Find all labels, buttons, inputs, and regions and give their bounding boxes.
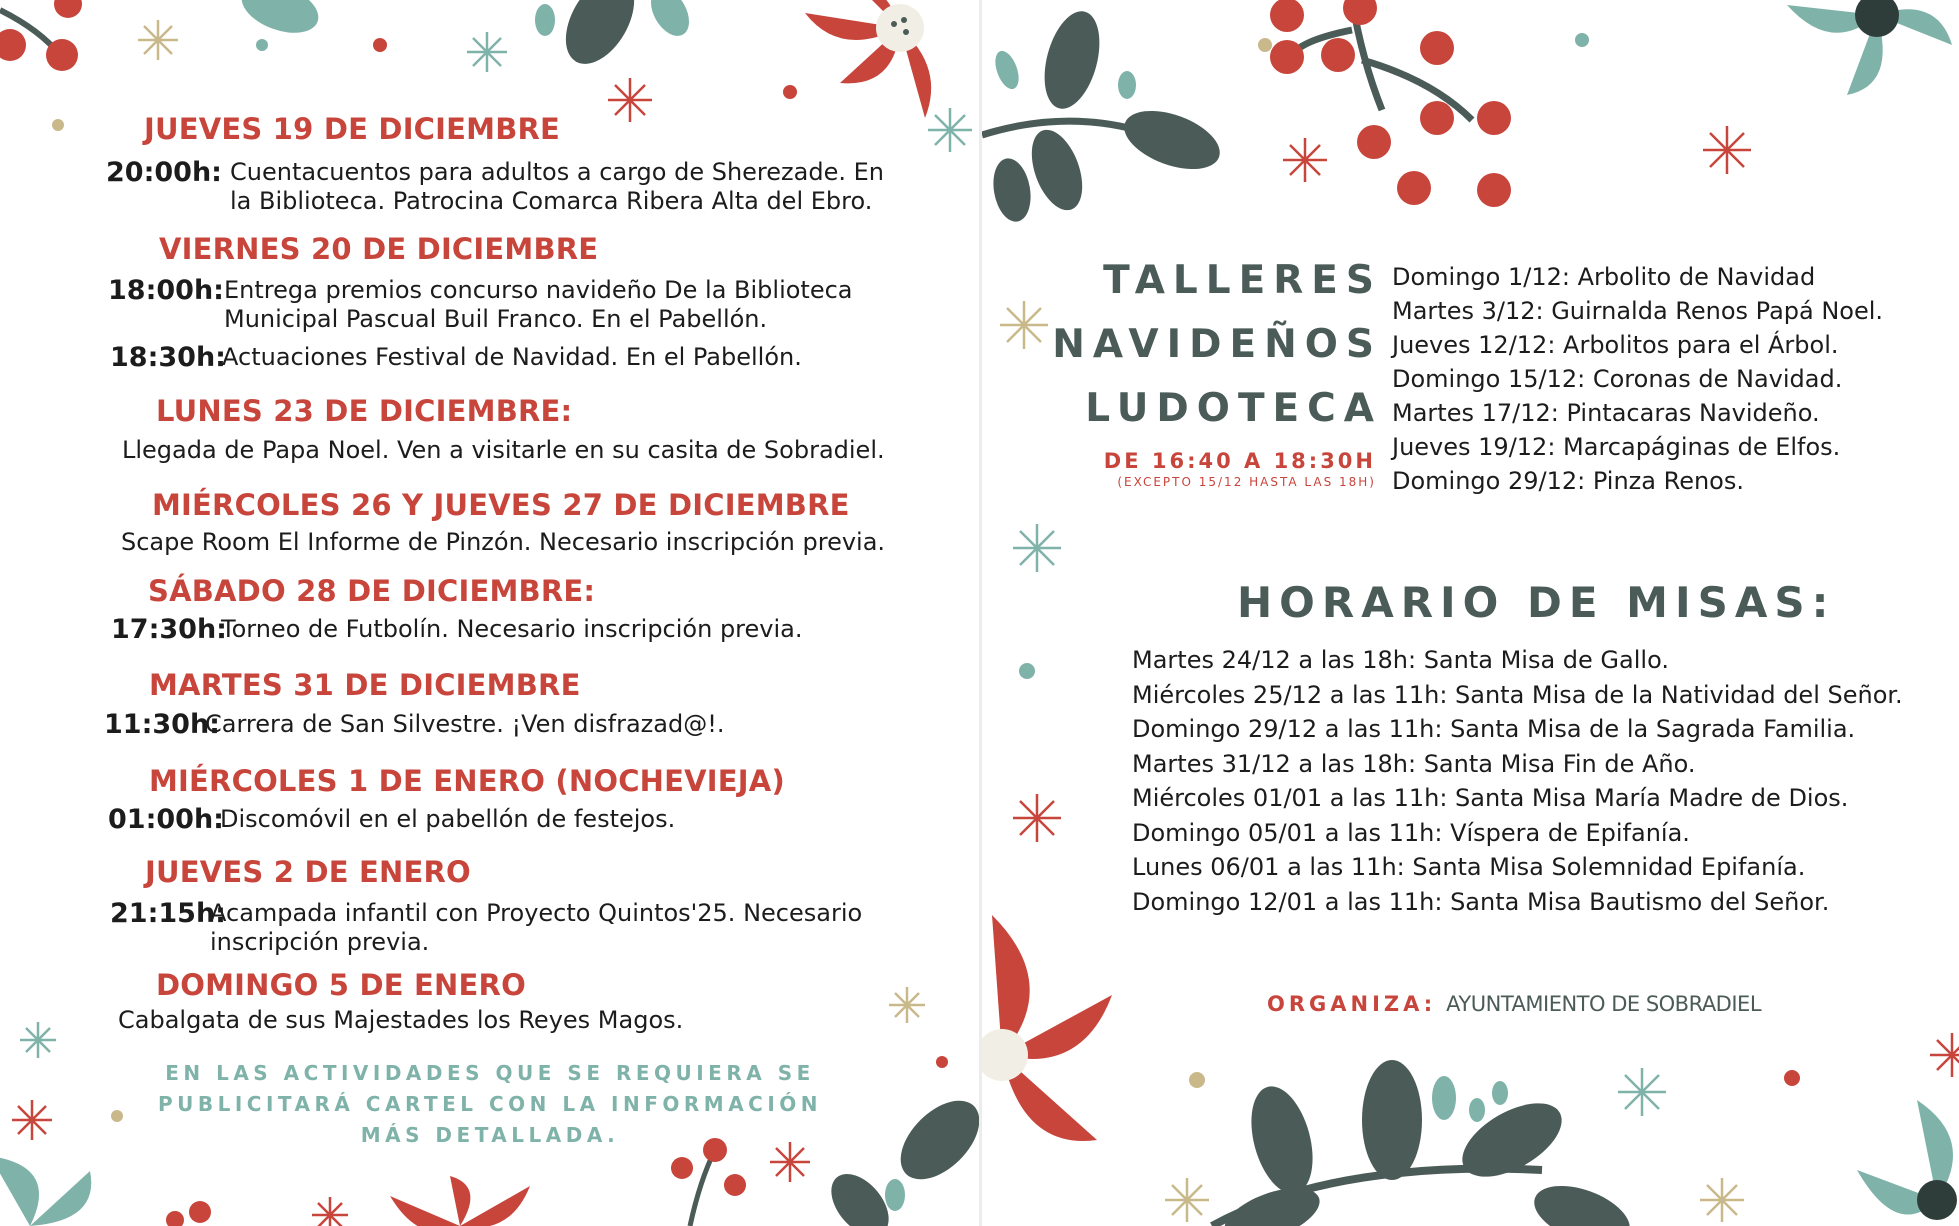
talleres-title-line: LUDOTECA xyxy=(1085,386,1382,431)
list-item: Domingo 15/12: Coronas de Navidad. xyxy=(1392,365,1843,393)
day-heading: MIÉRCOLES 26 Y JUEVES 27 DE DICIEMBRE xyxy=(152,488,850,522)
day-heading: LUNES 23 DE DICIEMBRE: xyxy=(156,394,573,428)
list-item: Domingo 12/01 a las 11h: Santa Misa Bautismo del Señor. xyxy=(1132,887,1830,916)
talleres-exception: (EXCEPTO 15/12 HASTA LAS 18H) xyxy=(1117,475,1376,489)
event-item xyxy=(108,276,968,334)
event-line: Entrega premios concurso navideño De la Biblioteca xyxy=(224,276,853,304)
list-item: Miércoles 01/01 a las 11h: Santa Misa María Madre de Dios. xyxy=(1132,784,1849,812)
event-description: Scape Room El Informe de Pinzón. Necesario inscripción previa. xyxy=(121,528,886,556)
flower-icon xyxy=(1857,1100,1957,1220)
event-description xyxy=(224,276,853,334)
event-description: Cabalgata de sus Majestades los Reyes Magos. xyxy=(118,1006,684,1034)
talleres-list xyxy=(1392,260,1883,498)
event-time: 21:15h: xyxy=(110,898,226,929)
organizer-name: AYUNTAMIENTO DE SOBRADIEL xyxy=(1446,992,1762,1016)
flower-icon xyxy=(1787,0,1952,95)
event-time: 18:00h: xyxy=(108,275,224,306)
day-heading: SÁBADO 28 DE DICIEMBRE: xyxy=(148,574,596,608)
event-time: 01:00h: xyxy=(108,804,224,835)
leaf-icon xyxy=(235,0,697,76)
talleres-title-line: NAVIDEÑOS xyxy=(1052,322,1382,367)
footnote-line: EN LAS ACTIVIDADES QUE SE REQUIERA SE xyxy=(165,1061,815,1085)
event-line: Municipal Pascual Buil Franco. En el Pabellón. xyxy=(224,305,768,333)
event-description: Torneo de Futbolín. Necesario inscripción previa. xyxy=(221,615,803,643)
event-description: Discomóvil en el pabellón de festejos. xyxy=(220,805,676,833)
list-item: Miércoles 25/12 a las 11h: Santa Misa de la Natividad del Señor. xyxy=(1132,680,1903,709)
event-item xyxy=(111,615,971,645)
list-item: Lunes 06/01 a las 11h: Santa Misa Solemnidad Epifanía. xyxy=(1132,853,1806,881)
footnote-line: MÁS DETALLADA. xyxy=(360,1123,620,1147)
day-heading: MIÉRCOLES 1 DE ENERO (NOCHEVIEJA) xyxy=(149,764,785,798)
event-item xyxy=(110,343,970,373)
event-description: Actuaciones Festival de Navidad. En el Pabellón. xyxy=(222,343,802,371)
list-item: Domingo 1/12: Arbolito de Navidad xyxy=(1392,263,1816,291)
event-description: Llegada de Papa Noel. Ven a visitarle en su casita de Sobradiel. xyxy=(122,436,885,464)
list-item: Jueves 12/12: Arbolitos para el Árbol. xyxy=(1392,331,1839,359)
event-time: 11:30h: xyxy=(104,709,220,740)
event-time: 18:30h: xyxy=(110,342,226,373)
organizer-credit xyxy=(1267,992,1761,1016)
list-item: Martes 31/12 a las 18h: Santa Misa Fin de Año. xyxy=(1132,749,1696,778)
talleres-block xyxy=(982,0,1382,500)
day-heading: JUEVES 2 DE ENERO xyxy=(145,855,471,889)
poinsettia-icon xyxy=(805,0,931,118)
poinsettia-icon xyxy=(982,915,1112,1141)
footnote-line: PUBLICITARÁ CARTEL CON LA INFORMACIÓN xyxy=(157,1092,823,1116)
event-item xyxy=(110,899,970,957)
flower-icon xyxy=(0,1156,91,1226)
list-item: Domingo 05/01 a las 11h: Víspera de Epifanía. xyxy=(1132,818,1690,847)
right-panel-info xyxy=(982,0,1959,1226)
list-item: Domingo 29/12: Pinza Renos. xyxy=(1392,467,1744,495)
event-time: 20:00h: xyxy=(106,157,222,188)
list-item: Martes 3/12: Guirnalda Renos Papá Noel. xyxy=(1392,297,1884,325)
berries-icon xyxy=(0,0,82,71)
event-line: Cuentacuentos para adultos a cargo de Sherezade. En xyxy=(230,158,884,186)
talleres-hours: DE 16:40 A 18:30H xyxy=(1103,449,1376,473)
misas-list xyxy=(1132,643,1903,919)
list-item: Domingo 29/12 a las 11h: Santa Misa de la Sagrada Familia. xyxy=(1132,715,1856,743)
day-heading: MARTES 31 DE DICIEMBRE xyxy=(149,668,581,702)
event-item xyxy=(108,805,968,835)
leaf-icon xyxy=(1212,1060,1638,1226)
day-heading: DOMINGO 5 DE ENERO xyxy=(156,968,526,1002)
poinsettia-icon xyxy=(390,1176,530,1226)
day-heading: JUEVES 19 DE DICIEMBRE xyxy=(144,112,561,146)
day-heading: VIERNES 20 DE DICIEMBRE xyxy=(159,232,599,266)
list-item: Martes 24/12 a las 18h: Santa Misa de Gallo. xyxy=(1132,646,1669,674)
list-item: Martes 17/12: Pintacaras Navideño. xyxy=(1392,399,1820,427)
list-item: Jueves 19/12: Marcapáginas de Elfos. xyxy=(1392,433,1841,461)
event-time: 17:30h: xyxy=(111,614,227,645)
event-line: inscripción previa. xyxy=(210,928,430,956)
organizer-label: ORGANIZA: xyxy=(1267,992,1437,1016)
event-description xyxy=(230,158,884,216)
event-item xyxy=(106,158,966,216)
talleres-title-line: TALLERES xyxy=(1103,258,1382,303)
event-item xyxy=(104,710,964,740)
misas-title: HORARIO DE MISAS: xyxy=(1237,578,1836,627)
footnote xyxy=(140,1058,840,1151)
event-description: Carrera de San Silvestre. ¡Ven disfrazad@!. xyxy=(205,710,725,738)
event-line: la Biblioteca. Patrocina Comarca Ribera Alta del Ebro. xyxy=(230,187,873,215)
event-line: Acampada infantil con Proyecto Quintos'25. Necesario xyxy=(210,899,863,927)
event-description xyxy=(210,899,862,957)
